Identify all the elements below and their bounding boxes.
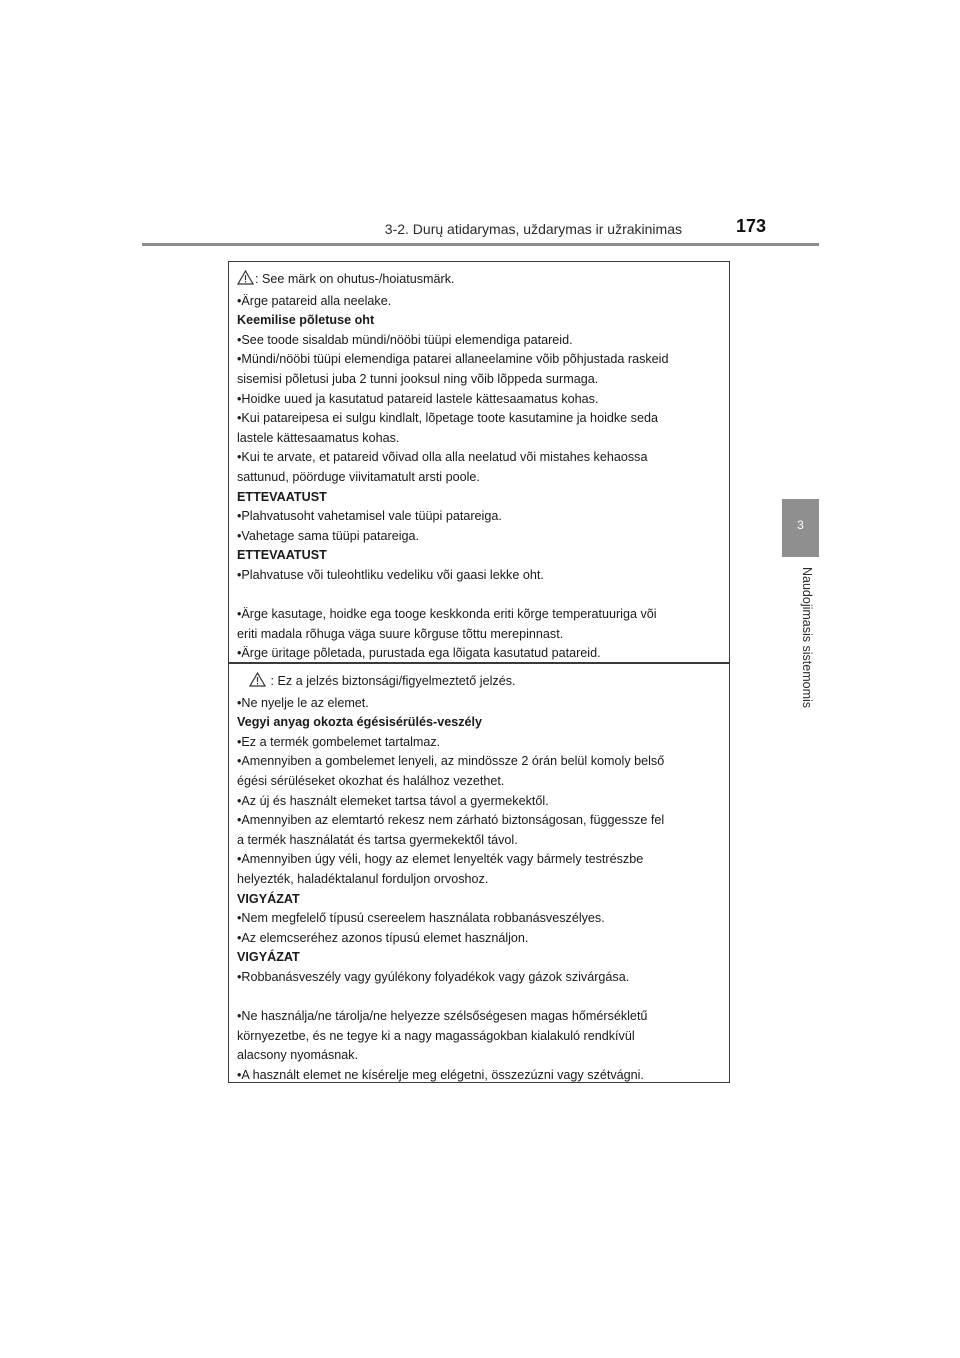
warning-line: •Ne használja/ne tárolja/ne helyezze szélsőségesen magas hőmérsékletű bbox=[237, 1009, 648, 1024]
warning-line: sisemisi põletusi juba 2 tunni jooksul ning võib lõppeda surmaga. bbox=[237, 371, 599, 386]
warning-line: környezetbe, és ne tegye ki a nagy magasságokban kialakuló rendkívül bbox=[237, 1028, 635, 1043]
estonian-symbol-line bbox=[237, 270, 719, 292]
warning-line: égési sérüléseket okozhat és halálhoz vezethet. bbox=[237, 773, 505, 788]
warning-line: •Amennyiben az elemtartó rekesz nem zárható biztonságosan, függessze fel bbox=[237, 813, 665, 828]
hungarian-warning-text bbox=[237, 672, 719, 1085]
warning-line: •Ez a termék gombelemet tartalmaz. bbox=[237, 734, 441, 749]
blank-line bbox=[237, 586, 719, 606]
warning-line: •Amennyiben úgy véli, hogy az elemet lenyelték vagy bármely testrészbe bbox=[237, 852, 644, 867]
warning-heading: Keemilise põletuse oht bbox=[237, 313, 375, 328]
warning-line: •Vahetage sama tüüpi patareiga. bbox=[237, 528, 420, 543]
warning-line: •Robbanásveszély vagy gyúlékony folyadékok vagy gázok szivárgása. bbox=[237, 969, 630, 984]
hungarian-warning-section bbox=[229, 664, 729, 1081]
page-header-title: 3-2. Durų atidarymas, uždarymas ir užrakinimas bbox=[384, 221, 682, 237]
warning-heading: VIGYÁZAT bbox=[237, 950, 300, 965]
warning-line: •A használt elemet ne kísérelje meg elégetni, összezúzni vagy szétvágni. bbox=[237, 1067, 644, 1082]
warning-line: •See toode sisaldab mündi/nööbi tüüpi elemendiga patareid. bbox=[237, 332, 573, 347]
battery-warning-notice bbox=[228, 261, 730, 1083]
warning-line: •Ärge üritage põletada, purustada ega lõigata kasutatud patareid. bbox=[237, 646, 601, 661]
warning-line: •Ärge kasutage, hoidke ega tooge keskkonda eriti kõrge temperatuuriga või bbox=[237, 607, 657, 622]
warning-line: •Hoidke uued ja kasutatud patareid lastele kättesaamatus kohas. bbox=[237, 391, 599, 406]
warning-line: eriti madala rõhuga väga suure kõrguse tõttu merepinnast. bbox=[237, 626, 564, 641]
hungarian-lines bbox=[237, 694, 719, 1086]
warning-line: •Amennyiben a gombelemet lenyeli, az mindössze 2 órán belül komoly belső bbox=[237, 754, 665, 769]
warning-line: •Plahvatusoht vahetamisel vale tüüpi patareiga. bbox=[237, 509, 502, 524]
warning-triangle-icon bbox=[237, 270, 254, 292]
chapter-tab: 3 bbox=[782, 499, 819, 557]
estonian-warning-section bbox=[229, 262, 729, 662]
warning-line: •Kui patareipesa ei sulgu kindlalt, lõpetage toote kasutamine ja hoidke seda bbox=[237, 411, 658, 426]
warning-line: •Nem megfelelő típusú csereelem használata robbanásveszélyes. bbox=[237, 911, 605, 926]
warning-line: helyezték, haladéktalanul forduljon orvoshoz. bbox=[237, 871, 489, 886]
warning-heading: ETTEVAATUST bbox=[237, 548, 327, 563]
warning-line: lastele kättesaamatus kohas. bbox=[237, 430, 400, 445]
warning-line: a termék használatát és tartsa gyermekektől távol. bbox=[237, 832, 518, 847]
chapter-side-label: Naudojimasis sistemomis bbox=[800, 567, 814, 709]
warning-line: •Mündi/nööbi tüüpi elemendiga patarei allaneelamine võib põhjustada raskeid bbox=[237, 352, 669, 367]
estonian-lines bbox=[237, 292, 719, 664]
warning-heading: VIGYÁZAT bbox=[237, 891, 300, 906]
warning-triangle-icon bbox=[249, 672, 266, 694]
warning-line: •Az új és használt elemeket tartsa távol a gyermekektől. bbox=[237, 793, 549, 808]
warning-line: •Kui te arvate, et patareid võivad olla alla neelatud või mistahes kehaossa bbox=[237, 450, 648, 465]
warning-line: •Ärge patareid alla neelake. bbox=[237, 293, 392, 308]
header-divider bbox=[142, 243, 819, 246]
estonian-warning-text bbox=[237, 270, 719, 664]
estonian-symbol-text: : See märk on ohutus-/hoiatusmärk. bbox=[255, 272, 455, 286]
hungarian-symbol-line bbox=[237, 672, 719, 694]
blank-line bbox=[237, 988, 719, 1008]
warning-line: •Plahvatuse või tuleohtliku vedeliku või gaasi lekke oht. bbox=[237, 567, 544, 582]
hungarian-symbol-text: : Ez a jelzés biztonsági/figyelmeztető jelzés. bbox=[270, 674, 516, 688]
warning-line: •Ne nyelje le az elemet. bbox=[237, 695, 369, 710]
warning-heading: ETTEVAATUST bbox=[237, 489, 327, 504]
page-number: 173 bbox=[736, 216, 767, 236]
warning-line: sattunud, pöörduge viivitamatult arsti poole. bbox=[237, 469, 480, 484]
warning-heading: Vegyi anyag okozta égésisérülés-veszély bbox=[237, 715, 483, 730]
warning-line: •Az elemcseréhez azonos típusú elemet használjon. bbox=[237, 930, 529, 945]
warning-line: alacsony nyomásnak. bbox=[237, 1048, 359, 1063]
